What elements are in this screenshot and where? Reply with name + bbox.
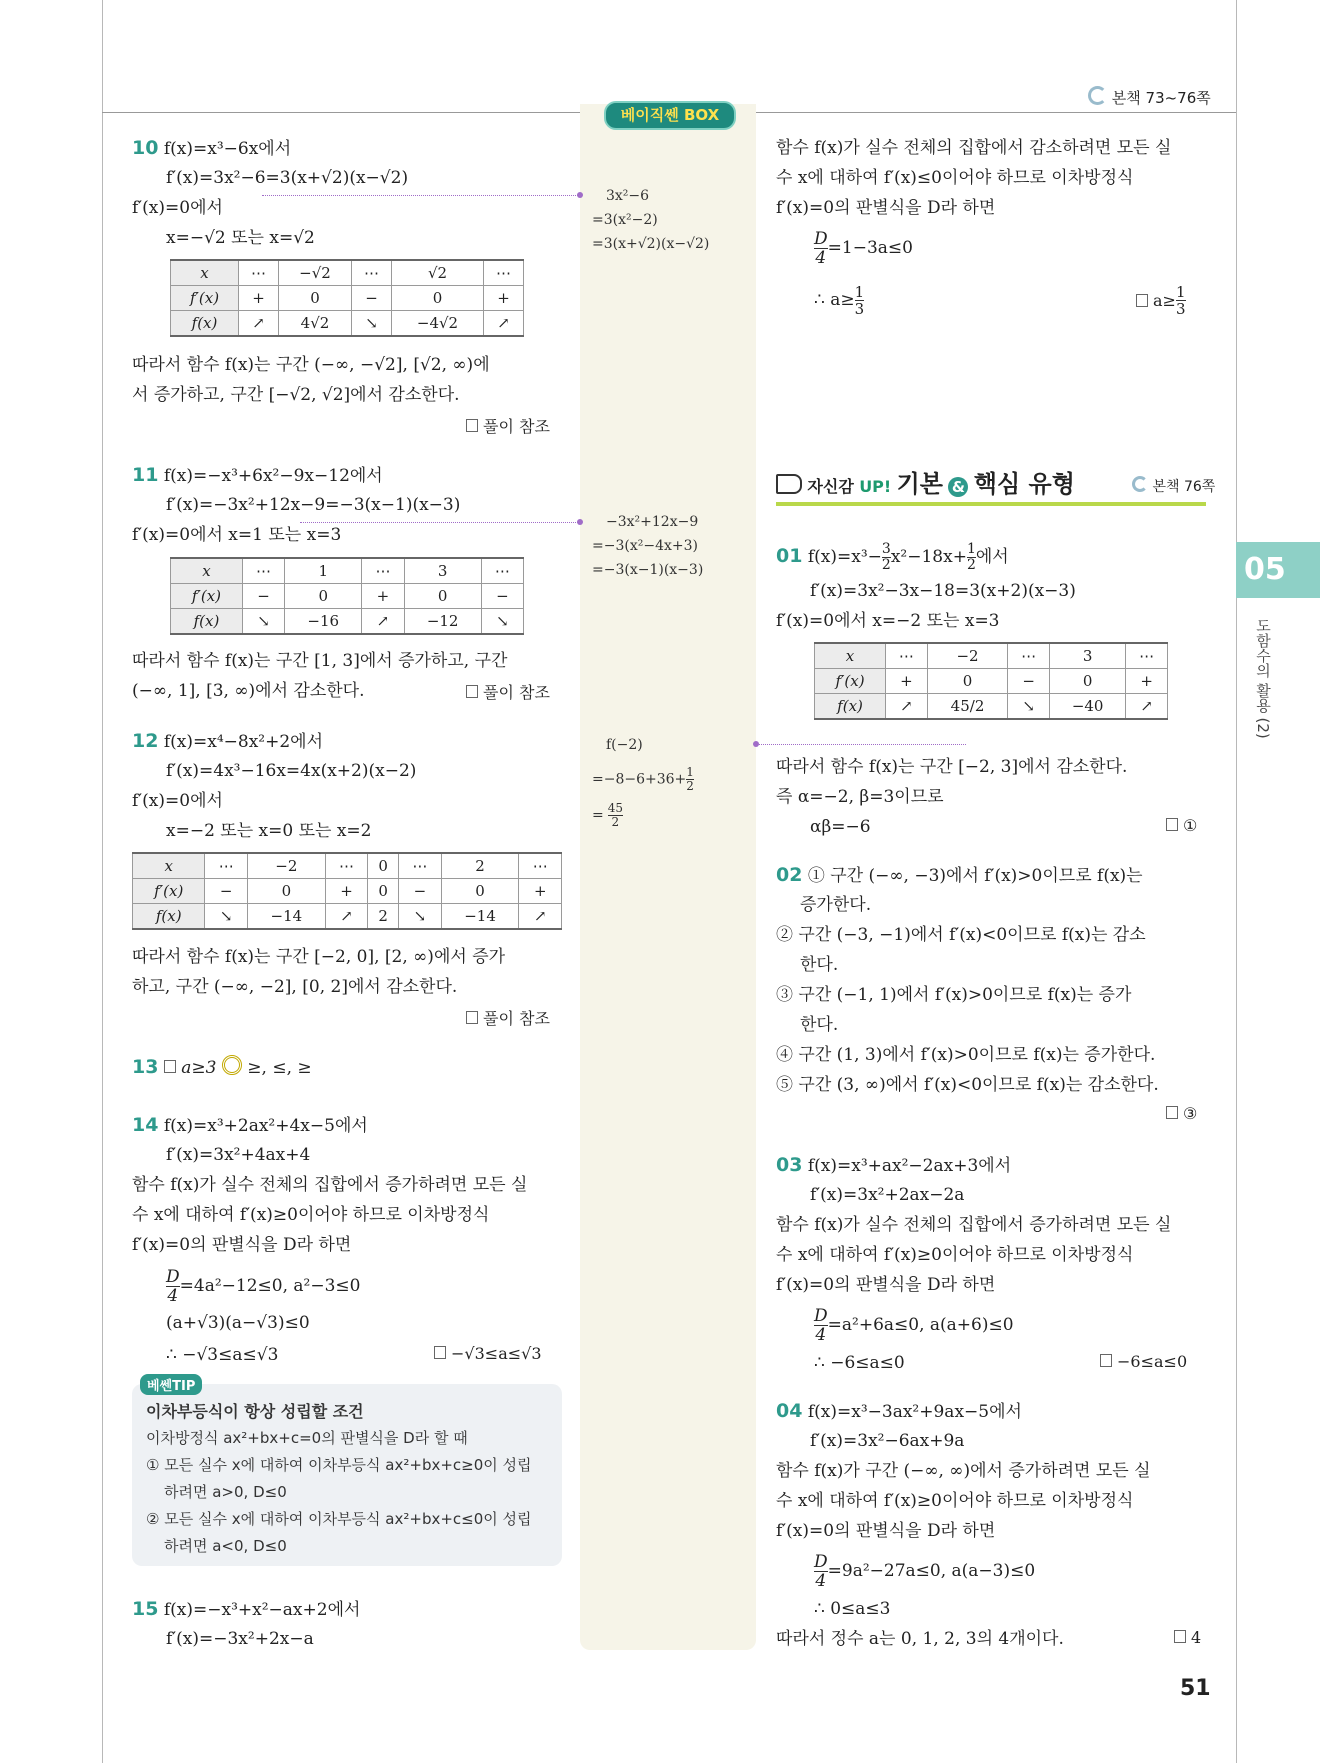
r02-l3b: 한다. <box>800 1015 839 1035</box>
mid-note1-b: =3(x²−2) <box>592 212 658 228</box>
r03-l1: f(x)=x³+ax²−2ax+3에서 <box>807 1156 1012 1176</box>
table-cell: ↗ <box>886 694 928 720</box>
mid-note2-c: =−3(x−1)(x−3) <box>592 562 704 578</box>
connector-2 <box>300 522 580 523</box>
r02-l1: ① 구간 (−∞, −3)에서 f′(x)>0이므로 f(x)는 <box>807 866 1143 886</box>
table-row <box>815 643 1168 669</box>
table-cell: x <box>815 643 886 669</box>
rt-frac-num: D <box>814 229 828 249</box>
r02-number: 02 <box>776 864 803 886</box>
answer-box-icon <box>434 1346 446 1359</box>
rt-l4: =1−3a≤0 <box>827 238 913 258</box>
p14-l7: (a+√3)(a−√3)≤0 <box>166 1313 310 1333</box>
tip-badge: 베쎈TIP <box>140 1374 202 1395</box>
r03-line1 <box>776 1154 1011 1177</box>
r01-l1c: 에서 <box>975 547 1009 567</box>
p10-answer <box>466 414 550 437</box>
p14-answer-text: −√3≤a≤√3 <box>451 1344 542 1363</box>
mid-note3-a: f(−2) <box>606 737 643 753</box>
table-cell: 0 <box>441 879 519 904</box>
table-cell: − <box>242 584 284 609</box>
section-amp: & <box>948 477 968 497</box>
r04-answer <box>1174 1628 1201 1647</box>
table-cell: + <box>325 879 367 904</box>
table-cell: + <box>239 286 279 311</box>
table-cell: 0 <box>368 853 399 879</box>
table-cell: 0 <box>404 584 481 609</box>
r03-answer-text: −6≤a≤0 <box>1117 1352 1188 1371</box>
answer-box-icon <box>1166 818 1178 831</box>
table-cell: ⋯ <box>1126 643 1168 669</box>
rt-frac-den: 4 <box>815 248 827 268</box>
p10-l2: f′(x)=3x²−6=3(x+√2)(x−√2) <box>166 168 409 188</box>
tip-l5: 하려면 a<0, D≤0 <box>164 1537 287 1555</box>
table-cell: 0 <box>1049 669 1125 694</box>
section-underline <box>776 502 1206 506</box>
problem-12-number: 12 <box>132 730 159 752</box>
section-title2: 핵심 유형 <box>973 470 1075 498</box>
p14-frac-num: D <box>166 1267 180 1287</box>
mid-note2-a: −3x²+12x−9 <box>606 514 699 530</box>
p11-l5: 따라서 함수 f(x)는 구간 [1, 3]에서 증가하고, 구간 <box>132 651 508 671</box>
table-cell: f(x) <box>815 694 886 720</box>
mid-45-num: 45 <box>607 801 624 815</box>
mid-note3-b-text: =−8−6+36+ <box>592 771 687 788</box>
tip-l2: ① 모든 실수 x에 대하여 이차부등식 ax²+bx+c≥0이 성립 <box>146 1456 532 1474</box>
tip-l3: 하려면 a>0, D≤0 <box>164 1483 287 1501</box>
p10-variation-table <box>170 259 524 337</box>
answer-box-icon <box>1166 1106 1178 1119</box>
book-ref-icon <box>1088 86 1107 105</box>
r03-l5: f′(x)=0의 판별식을 D라 하면 <box>776 1275 996 1295</box>
p14-l3: 함수 f(x)가 실수 전체의 집합에서 증가하려면 모든 실 <box>132 1175 528 1195</box>
problem-14-line1 <box>132 1114 368 1137</box>
table-cell: ⋯ <box>352 260 392 286</box>
r03-l3: 함수 f(x)가 실수 전체의 집합에서 증가하려면 모든 실 <box>776 1215 1172 1235</box>
rt-answer-pre: a≥ <box>1153 291 1176 310</box>
table-cell: ⋯ <box>399 853 441 879</box>
answer-box-icon <box>466 1011 478 1024</box>
p12-l1: f(x)=x⁴−8x²+2에서 <box>163 732 324 752</box>
p12-variation-table <box>132 852 562 930</box>
rt-l5-row <box>814 284 864 317</box>
connector-2-dot <box>577 519 583 525</box>
p12-l5: 따라서 함수 f(x)는 구간 [−2, 0], [2, ∞)에서 증가 <box>132 947 506 967</box>
p11-answer-text: 풀이 참조 <box>483 683 550 702</box>
table-cell: ⋯ <box>886 643 928 669</box>
r04-answer-text: 4 <box>1191 1628 1202 1647</box>
mid-45-den: 2 <box>611 815 620 829</box>
connector-1 <box>262 195 580 196</box>
table-cell: 0 <box>247 879 325 904</box>
p12-l2: f′(x)=4x³−16x=4x(x+2)(x−2) <box>166 761 417 781</box>
mid-note2-b: =−3(x²−4x+3) <box>592 538 698 554</box>
r03-l2: f′(x)=3x²+2ax−2a <box>810 1185 965 1205</box>
rt-l3: f′(x)=0의 판별식을 D라 하면 <box>776 198 996 218</box>
left-margin-line <box>102 0 103 1763</box>
answer-box-icon <box>1100 1354 1112 1367</box>
mid-note1-c: =3(x+√2)(x−√2) <box>592 236 710 252</box>
table-cell: 0 <box>927 669 1008 694</box>
section-ref <box>1132 476 1215 496</box>
table-cell: ↘ <box>205 904 247 930</box>
r01-l1b: x²−18x+ <box>890 547 967 567</box>
table-cell: −40 <box>1049 694 1125 720</box>
r04-frac-den: 4 <box>815 1571 827 1591</box>
r02-line1 <box>776 864 1143 887</box>
table-cell: −2 <box>247 853 325 879</box>
table-cell: − <box>481 584 523 609</box>
r03-l7: ∴ −6≤a≤0 <box>814 1353 905 1373</box>
r01-line1 <box>776 542 1009 573</box>
rt-l2: 수 x에 대하여 f′(x)≤0이어야 하므로 이차방정식 <box>776 168 1134 188</box>
p15-l1: f(x)=−x³+x²−ax+2에서 <box>163 1600 361 1620</box>
r02-l2b: 한다. <box>800 955 839 975</box>
table-cell: f(x) <box>133 904 205 930</box>
mid-note3-c-eq: = <box>592 807 604 824</box>
r03-l6-row <box>814 1307 1014 1344</box>
target-icon <box>222 1055 242 1075</box>
r01-variation-table <box>814 642 1168 720</box>
table-cell: f′(x) <box>171 286 239 311</box>
tip-title: 이차부등식이 항상 성립할 조건 <box>146 1402 364 1421</box>
table-cell: ⋯ <box>242 558 284 584</box>
r01-answer-text: ① <box>1183 816 1198 835</box>
problem-11-line1 <box>132 464 383 487</box>
r02-l1b: 증가한다. <box>800 895 872 915</box>
problem-15-line1 <box>132 1598 360 1621</box>
r01-frac1-num: 3 <box>881 541 891 557</box>
page-number: 51 <box>1180 1676 1211 1701</box>
problem-12-line1 <box>132 730 323 753</box>
connector-3-dot <box>753 741 759 747</box>
p12-answer <box>466 1006 550 1029</box>
p14-l4: 수 x에 대하여 f′(x)≥0이어야 하므로 이차방정식 <box>132 1205 490 1225</box>
table-cell: f′(x) <box>815 669 886 694</box>
box-title-badge: 베이직쎈 BOX <box>604 101 736 130</box>
r04-frac-num: D <box>814 1552 828 1572</box>
table-cell: 0 <box>278 286 351 311</box>
table-cell: ⋯ <box>1008 643 1050 669</box>
table-cell: 3 <box>404 558 481 584</box>
table-cell: 1 <box>285 558 362 584</box>
rt-l5-num: 1 <box>854 283 865 301</box>
p10-l1: f(x)=x³−6x에서 <box>163 139 292 159</box>
table-cell: f′(x) <box>171 584 243 609</box>
chapter-tab: 05 <box>1236 542 1320 598</box>
table-cell: x <box>171 260 239 286</box>
table-row <box>815 694 1168 720</box>
table-cell: − <box>399 879 441 904</box>
table-cell: ⋯ <box>325 853 367 879</box>
r01-l3: f′(x)=0에서 x=−2 또는 x=3 <box>776 611 1000 631</box>
table-cell: √2 <box>391 260 483 286</box>
table-cell: − <box>205 879 247 904</box>
table-cell: ⋯ <box>239 260 279 286</box>
p10-l4: x=−√2 또는 x=√2 <box>166 228 315 248</box>
p12-answer-text: 풀이 참조 <box>483 1009 550 1028</box>
p10-l3: f′(x)=0에서 <box>132 198 223 218</box>
p15-l2: f′(x)=−3x²+2x−a <box>166 1629 314 1649</box>
table-cell: 3 <box>1049 643 1125 669</box>
problem-15-number: 15 <box>132 1598 159 1620</box>
p10-l6: 서 증가하고, 구간 [−√2, √2]에서 감소한다. <box>132 385 460 405</box>
table-cell: f′(x) <box>133 879 205 904</box>
mid-half-num: 1 <box>686 765 694 779</box>
r02-answer <box>1166 1104 1197 1123</box>
p11-variation-table <box>170 557 524 635</box>
table-cell: −√2 <box>278 260 351 286</box>
table-row <box>133 879 562 904</box>
table-cell: 0 <box>285 584 362 609</box>
r03-l4: 수 x에 대하여 f′(x)≥0이어야 하므로 이차방정식 <box>776 1245 1134 1265</box>
right-margin-line <box>1236 0 1237 1763</box>
table-cell: f(x) <box>171 311 239 337</box>
table-cell: 2 <box>441 853 519 879</box>
r01-l2: f′(x)=3x²−3x−18=3(x+2)(x−3) <box>810 581 1076 601</box>
table-cell: ↘ <box>481 609 523 635</box>
chapter-title: 도함수의 활용 (2) <box>1254 618 1272 739</box>
table-cell: + <box>1126 669 1168 694</box>
table-cell: 0 <box>368 879 399 904</box>
table-row <box>171 609 524 635</box>
p11-l6: (−∞, 1], [3, ∞)에서 감소한다. <box>132 681 365 701</box>
r01-frac2-num: 1 <box>966 541 976 557</box>
r04-l3: 함수 f(x)가 구간 (−∞, ∞)에서 증가하려면 모든 실 <box>776 1461 1151 1481</box>
table-cell: + <box>519 879 562 904</box>
p10-l5: 따라서 함수 f(x)는 구간 (−∞, −√2], [√2, ∞)에 <box>132 355 490 375</box>
p14-l8: ∴ −√3≤a≤√3 <box>166 1345 279 1365</box>
table-cell: − <box>352 286 392 311</box>
mid-note1-a: 3x²−6 <box>606 188 650 204</box>
table-row <box>815 669 1168 694</box>
table-cell: − <box>1008 669 1050 694</box>
p14-l1: f(x)=x³+2ax²+4x−5에서 <box>163 1116 368 1136</box>
r02-l5: ⑤ 구간 (3, ∞)에서 f′(x)<0이므로 f(x)는 감소한다. <box>776 1075 1159 1095</box>
r04-number: 04 <box>776 1400 803 1422</box>
r04-l1: f(x)=x³−3ax²+9ax−5에서 <box>807 1402 1022 1422</box>
r02-l4: ④ 구간 (1, 3)에서 f′(x)>0이므로 f(x)는 증가한다. <box>776 1045 1156 1065</box>
answer-box-icon <box>466 685 478 698</box>
section-up: UP! <box>859 477 892 496</box>
r04-l2: f′(x)=3x²−6ax+9a <box>810 1431 965 1451</box>
table-cell: + <box>484 286 524 311</box>
r04-l6: =9a²−27a≤0, a(a−3)≤0 <box>827 1561 1036 1581</box>
table-row <box>133 904 562 930</box>
mid-half-den: 2 <box>686 779 694 793</box>
r03-answer <box>1100 1352 1187 1371</box>
table-cell: 4√2 <box>278 311 351 337</box>
r03-frac-num: D <box>814 1306 828 1326</box>
p14-l2: f′(x)=3x²+4ax+4 <box>166 1145 311 1165</box>
r02-l3: ③ 구간 (−1, 1)에서 f′(x)>0이므로 f(x)는 증가 <box>776 985 1132 1005</box>
r01-l6: 즉 α=−2, β=3이므로 <box>776 787 944 807</box>
table-row <box>171 311 524 337</box>
r01-l5: 따라서 함수 f(x)는 구간 [−2, 3]에서 감소한다. <box>776 757 1128 777</box>
table-cell: 2 <box>368 904 399 930</box>
rt-answer <box>1136 284 1186 317</box>
p11-l3: f′(x)=0에서 x=1 또는 x=3 <box>132 525 342 545</box>
header-ref-text: 본책 73~76쪽 <box>1111 89 1211 107</box>
r03-l6: =a²+6a≤0, a(a+6)≤0 <box>827 1315 1014 1335</box>
table-cell: ↗ <box>519 904 562 930</box>
p11-l1: f(x)=−x³+6x²−9x−12에서 <box>163 466 383 486</box>
mid-note3-b <box>592 766 694 793</box>
table-cell: + <box>886 669 928 694</box>
p11-l2: f′(x)=−3x²+12x−9=−3(x−1)(x−3) <box>166 495 461 515</box>
r01-answer <box>1166 816 1197 835</box>
header-ref <box>1088 86 1211 108</box>
answer-box-icon <box>1136 294 1148 307</box>
table-cell: x <box>171 558 243 584</box>
table-row <box>171 286 524 311</box>
section-header <box>776 464 1075 499</box>
table-cell: −14 <box>247 904 325 930</box>
table-cell: −14 <box>441 904 519 930</box>
p14-answer <box>434 1344 542 1363</box>
section-ref-text: 본책 76쪽 <box>1152 479 1216 495</box>
table-row <box>133 853 562 879</box>
table-cell: x <box>133 853 205 879</box>
r04-l6-row <box>814 1553 1035 1590</box>
r01-l7: αβ=−6 <box>810 817 871 837</box>
mid-note3-c <box>592 802 623 829</box>
table-cell: ⋯ <box>205 853 247 879</box>
table-cell: ↗ <box>484 311 524 337</box>
rt-l1: 함수 f(x)가 실수 전체의 집합에서 감소하려면 모든 실 <box>776 138 1172 158</box>
r03-number: 03 <box>776 1154 803 1176</box>
section-title1: 기본 <box>896 470 943 498</box>
table-cell: ⋯ <box>484 260 524 286</box>
table-cell: ↘ <box>352 311 392 337</box>
r02-l2: ② 구간 (−3, −1)에서 f′(x)<0이므로 f(x)는 감소 <box>776 925 1146 945</box>
table-row <box>171 260 524 286</box>
table-cell: f(x) <box>171 609 243 635</box>
problem-10-number: 10 <box>132 137 159 159</box>
answer-box-icon <box>164 1060 176 1073</box>
problem-13-number: 13 <box>132 1056 159 1078</box>
section-prefix: 자신감 <box>807 477 854 496</box>
rt-l5-den: 3 <box>854 300 865 318</box>
p13-answer: a≥3 <box>181 1058 217 1078</box>
problem-10-line1 <box>132 137 291 160</box>
book-ref-icon <box>1132 476 1148 492</box>
basic-box-column <box>580 104 756 1650</box>
table-cell: 0 <box>391 286 483 311</box>
rt-answer-den: 3 <box>1175 300 1186 318</box>
p11-answer <box>466 680 550 703</box>
r02-answer-text: ③ <box>1183 1104 1198 1123</box>
table-cell: ↗ <box>239 311 279 337</box>
rt-l4-row <box>814 230 913 267</box>
table-row <box>171 584 524 609</box>
p14-l5: f′(x)=0의 판별식을 D라 하면 <box>132 1235 352 1255</box>
p14-l6-row <box>166 1268 360 1305</box>
problem-13 <box>132 1055 312 1079</box>
table-row <box>171 558 524 584</box>
table-cell: ↘ <box>399 904 441 930</box>
table-cell: 45/2 <box>927 694 1008 720</box>
table-cell: −12 <box>404 609 481 635</box>
p14-frac-den: 4 <box>167 1286 179 1306</box>
table-cell: + <box>362 584 404 609</box>
p12-l6: 하고, 구간 (−∞, −2], [0, 2]에서 감소한다. <box>132 977 458 997</box>
r04-l4: 수 x에 대하여 f′(x)≥0이어야 하므로 이차방정식 <box>776 1491 1134 1511</box>
answer-box-icon <box>1174 1630 1186 1643</box>
p12-l3: f′(x)=0에서 <box>132 791 223 811</box>
r04-line1 <box>776 1400 1022 1423</box>
table-cell: ↗ <box>1126 694 1168 720</box>
r03-frac-den: 4 <box>815 1325 827 1345</box>
r04-l7: ∴ 0≤a≤3 <box>814 1599 891 1619</box>
tip-l4: ② 모든 실수 x에 대하여 이차부등식 ax²+bx+c≤0이 성립 <box>146 1510 532 1528</box>
table-cell: ⋯ <box>362 558 404 584</box>
table-cell: −4√2 <box>391 311 483 337</box>
table-cell: ↗ <box>362 609 404 635</box>
p14-l6: =4a²−12≤0, a²−3≤0 <box>179 1276 361 1296</box>
problem-11-number: 11 <box>132 464 159 486</box>
table-cell: ↘ <box>1008 694 1050 720</box>
r01-frac2-den: 2 <box>966 557 976 573</box>
table-cell: −16 <box>285 609 362 635</box>
r04-l5: f′(x)=0의 판별식을 D라 하면 <box>776 1521 996 1541</box>
table-cell: ↘ <box>242 609 284 635</box>
connector-3 <box>756 744 966 745</box>
table-cell: −2 <box>927 643 1008 669</box>
p13-hint: ≥, ≤, ≥ <box>247 1058 312 1078</box>
p12-l4: x=−2 또는 x=0 또는 x=2 <box>166 821 372 841</box>
connector-1-dot <box>577 192 583 198</box>
r01-number: 01 <box>776 545 803 567</box>
answer-box-icon <box>466 419 478 432</box>
r04-l8: 따라서 정수 a는 0, 1, 2, 3의 4개이다. <box>776 1629 1064 1649</box>
r01-l1a: f(x)=x³− <box>807 547 882 567</box>
megaphone-icon <box>776 474 802 494</box>
r01-frac1-den: 2 <box>881 557 891 573</box>
rt-l5: ∴ a≥ <box>814 290 855 310</box>
tip-l1: 이차방정식 ax²+bx+c=0의 판별식을 D라 할 때 <box>146 1429 468 1447</box>
table-cell: ⋯ <box>519 853 562 879</box>
table-cell: ⋯ <box>481 558 523 584</box>
rt-answer-num: 1 <box>1175 283 1186 301</box>
table-cell: ↗ <box>325 904 367 930</box>
p10-answer-text: 풀이 참조 <box>483 417 550 436</box>
problem-14-number: 14 <box>132 1114 159 1136</box>
